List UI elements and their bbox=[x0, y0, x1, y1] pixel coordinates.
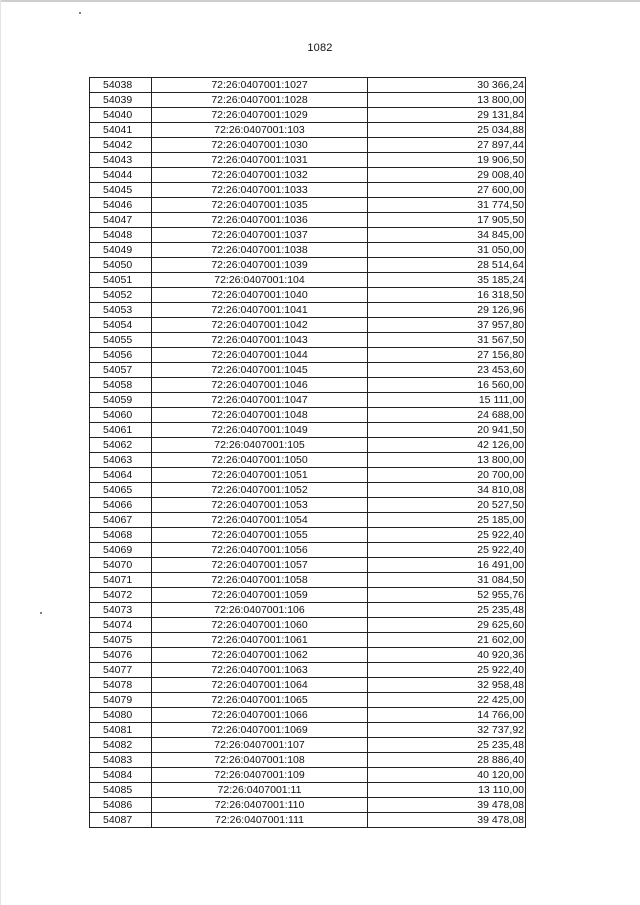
row-number: 54055 bbox=[90, 333, 152, 348]
cadastral-number: 72:26:0407001:1040 bbox=[152, 288, 368, 303]
amount: 25 235,48 bbox=[368, 603, 526, 618]
amount: 42 126,00 bbox=[368, 438, 526, 453]
row-number: 54051 bbox=[90, 273, 152, 288]
row-number: 54071 bbox=[90, 573, 152, 588]
cadastral-number: 72:26:0407001:11 bbox=[152, 783, 368, 798]
table-row bbox=[90, 528, 526, 543]
table-row bbox=[90, 333, 526, 348]
row-number: 54048 bbox=[90, 228, 152, 243]
row-number: 54056 bbox=[90, 348, 152, 363]
row-number: 54045 bbox=[90, 183, 152, 198]
cadastral-number: 72:26:0407001:1042 bbox=[152, 318, 368, 333]
row-number: 54077 bbox=[90, 663, 152, 678]
amount: 27 897,44 bbox=[368, 138, 526, 153]
table-row bbox=[90, 813, 526, 828]
cadastral-number: 72:26:0407001:103 bbox=[152, 123, 368, 138]
cadastral-number: 72:26:0407001:1052 bbox=[152, 483, 368, 498]
scan-speck bbox=[40, 612, 42, 614]
row-number: 54061 bbox=[90, 423, 152, 438]
amount: 20 941,50 bbox=[368, 423, 526, 438]
cadastral-number: 72:26:0407001:1036 bbox=[152, 213, 368, 228]
row-number: 54074 bbox=[90, 618, 152, 633]
row-number: 54050 bbox=[90, 258, 152, 273]
amount: 40 120,00 bbox=[368, 768, 526, 783]
row-number: 54044 bbox=[90, 168, 152, 183]
amount: 16 318,50 bbox=[368, 288, 526, 303]
amount: 37 957,80 bbox=[368, 318, 526, 333]
row-number: 54053 bbox=[90, 303, 152, 318]
amount: 25 034,88 bbox=[368, 123, 526, 138]
scan-top-edge bbox=[0, 0, 640, 2]
amount: 29 126,96 bbox=[368, 303, 526, 318]
table-row bbox=[90, 588, 526, 603]
table-row bbox=[90, 753, 526, 768]
table-row bbox=[90, 348, 526, 363]
cadastral-number: 72:26:0407001:1065 bbox=[152, 693, 368, 708]
amount: 29 131,84 bbox=[368, 108, 526, 123]
amount: 34 845,00 bbox=[368, 228, 526, 243]
amount: 29 008,40 bbox=[368, 168, 526, 183]
page-number: 1082 bbox=[307, 42, 333, 54]
row-number: 54060 bbox=[90, 408, 152, 423]
table-row bbox=[90, 708, 526, 723]
amount: 27 156,80 bbox=[368, 348, 526, 363]
amount: 17 905,50 bbox=[368, 213, 526, 228]
cadastral-number: 72:26:0407001:1038 bbox=[152, 243, 368, 258]
cadastral-number: 72:26:0407001:109 bbox=[152, 768, 368, 783]
table-row bbox=[90, 408, 526, 423]
table-row bbox=[90, 618, 526, 633]
amount: 14 766,00 bbox=[368, 708, 526, 723]
cadastral-number: 72:26:0407001:107 bbox=[152, 738, 368, 753]
scan-left-edge bbox=[0, 0, 1, 905]
row-number: 54070 bbox=[90, 558, 152, 573]
row-number: 54085 bbox=[90, 783, 152, 798]
row-number: 54059 bbox=[90, 393, 152, 408]
cadastral-number: 72:26:0407001:1028 bbox=[152, 93, 368, 108]
row-number: 54057 bbox=[90, 363, 152, 378]
amount: 28 514,64 bbox=[368, 258, 526, 273]
row-number: 54084 bbox=[90, 768, 152, 783]
amount: 16 560,00 bbox=[368, 378, 526, 393]
cadastral-number: 72:26:0407001:1054 bbox=[152, 513, 368, 528]
table-row bbox=[90, 573, 526, 588]
amount: 25 922,40 bbox=[368, 663, 526, 678]
table-row bbox=[90, 108, 526, 123]
cadastral-number: 72:26:0407001:1053 bbox=[152, 498, 368, 513]
cadastral-number: 72:26:0407001:1047 bbox=[152, 393, 368, 408]
amount: 30 366,24 bbox=[368, 78, 526, 93]
table-row bbox=[90, 633, 526, 648]
row-number: 54075 bbox=[90, 633, 152, 648]
amount: 25 922,40 bbox=[368, 543, 526, 558]
cadastral-number: 72:26:0407001:1039 bbox=[152, 258, 368, 273]
row-number: 54054 bbox=[90, 318, 152, 333]
scan-speck bbox=[79, 12, 81, 14]
row-number: 54046 bbox=[90, 198, 152, 213]
table-row bbox=[90, 783, 526, 798]
row-number: 54081 bbox=[90, 723, 152, 738]
cadastral-number: 72:26:0407001:110 bbox=[152, 798, 368, 813]
cadastral-number: 72:26:0407001:1066 bbox=[152, 708, 368, 723]
row-number: 54078 bbox=[90, 678, 152, 693]
table-row bbox=[90, 603, 526, 618]
table-row bbox=[90, 543, 526, 558]
amount: 16 491,00 bbox=[368, 558, 526, 573]
amount: 15 111,00 bbox=[368, 393, 526, 408]
row-number: 54082 bbox=[90, 738, 152, 753]
row-number: 54043 bbox=[90, 153, 152, 168]
amount: 40 920,36 bbox=[368, 648, 526, 663]
amount: 31 050,00 bbox=[368, 243, 526, 258]
amount: 35 185,24 bbox=[368, 273, 526, 288]
cadastral-number: 72:26:0407001:1044 bbox=[152, 348, 368, 363]
cadastral-number: 72:26:0407001:1060 bbox=[152, 618, 368, 633]
table-row bbox=[90, 123, 526, 138]
row-number: 54041 bbox=[90, 123, 152, 138]
amount: 29 625,60 bbox=[368, 618, 526, 633]
amount: 31 567,50 bbox=[368, 333, 526, 348]
table-row bbox=[90, 393, 526, 408]
cadastral-number: 72:26:0407001:1029 bbox=[152, 108, 368, 123]
amount: 22 425,00 bbox=[368, 693, 526, 708]
table-row bbox=[90, 468, 526, 483]
amount: 13 110,00 bbox=[368, 783, 526, 798]
cadastral-number: 72:26:0407001:108 bbox=[152, 753, 368, 768]
amount: 21 602,00 bbox=[368, 633, 526, 648]
table-row bbox=[90, 648, 526, 663]
table-row bbox=[90, 273, 526, 288]
land-plot-table bbox=[89, 77, 526, 828]
table-row bbox=[90, 228, 526, 243]
table-row bbox=[90, 213, 526, 228]
amount: 25 235,48 bbox=[368, 738, 526, 753]
cadastral-number: 72:26:0407001:1027 bbox=[152, 78, 368, 93]
table-row bbox=[90, 378, 526, 393]
amount: 25 922,40 bbox=[368, 528, 526, 543]
table-row bbox=[90, 723, 526, 738]
amount: 31 084,50 bbox=[368, 573, 526, 588]
cadastral-number: 72:26:0407001:1031 bbox=[152, 153, 368, 168]
cadastral-number: 72:26:0407001:106 bbox=[152, 603, 368, 618]
cadastral-number: 72:26:0407001:111 bbox=[152, 813, 368, 828]
row-number: 54073 bbox=[90, 603, 152, 618]
row-number: 54072 bbox=[90, 588, 152, 603]
row-number: 54052 bbox=[90, 288, 152, 303]
table-row bbox=[90, 663, 526, 678]
amount: 20 527,50 bbox=[368, 498, 526, 513]
row-number: 54087 bbox=[90, 813, 152, 828]
amount: 28 886,40 bbox=[368, 753, 526, 768]
table-row bbox=[90, 558, 526, 573]
amount: 19 906,50 bbox=[368, 153, 526, 168]
table-row bbox=[90, 93, 526, 108]
row-number: 54042 bbox=[90, 138, 152, 153]
row-number: 54079 bbox=[90, 693, 152, 708]
amount: 32 737,92 bbox=[368, 723, 526, 738]
amount: 25 185,00 bbox=[368, 513, 526, 528]
row-number: 54064 bbox=[90, 468, 152, 483]
row-number: 54047 bbox=[90, 213, 152, 228]
amount: 32 958,48 bbox=[368, 678, 526, 693]
table-row bbox=[90, 258, 526, 273]
table-row bbox=[90, 153, 526, 168]
cadastral-number: 72:26:0407001:1069 bbox=[152, 723, 368, 738]
table-row bbox=[90, 693, 526, 708]
table-row bbox=[90, 303, 526, 318]
cadastral-number: 72:26:0407001:1033 bbox=[152, 183, 368, 198]
table-row bbox=[90, 498, 526, 513]
table-row bbox=[90, 768, 526, 783]
row-number: 54062 bbox=[90, 438, 152, 453]
table-row bbox=[90, 183, 526, 198]
cadastral-number: 72:26:0407001:1056 bbox=[152, 543, 368, 558]
cadastral-number: 72:26:0407001:105 bbox=[152, 438, 368, 453]
table-row bbox=[90, 78, 526, 93]
cadastral-number: 72:26:0407001:1049 bbox=[152, 423, 368, 438]
cadastral-number: 72:26:0407001:1051 bbox=[152, 468, 368, 483]
cadastral-number: 72:26:0407001:1030 bbox=[152, 138, 368, 153]
row-number: 54066 bbox=[90, 498, 152, 513]
row-number: 54086 bbox=[90, 798, 152, 813]
table-row bbox=[90, 453, 526, 468]
amount: 24 688,00 bbox=[368, 408, 526, 423]
table-row bbox=[90, 738, 526, 753]
amount: 20 700,00 bbox=[368, 468, 526, 483]
cadastral-number: 72:26:0407001:1055 bbox=[152, 528, 368, 543]
row-number: 54076 bbox=[90, 648, 152, 663]
row-number: 54068 bbox=[90, 528, 152, 543]
table-row bbox=[90, 483, 526, 498]
cadastral-number: 72:26:0407001:1041 bbox=[152, 303, 368, 318]
table-row bbox=[90, 438, 526, 453]
table-row bbox=[90, 198, 526, 213]
row-number: 54067 bbox=[90, 513, 152, 528]
table-row bbox=[90, 423, 526, 438]
row-number: 54080 bbox=[90, 708, 152, 723]
cadastral-number: 72:26:0407001:1064 bbox=[152, 678, 368, 693]
cadastral-number: 72:26:0407001:1062 bbox=[152, 648, 368, 663]
amount: 39 478,08 bbox=[368, 798, 526, 813]
row-number: 54083 bbox=[90, 753, 152, 768]
table-row bbox=[90, 363, 526, 378]
row-number: 54038 bbox=[90, 78, 152, 93]
row-number: 54040 bbox=[90, 108, 152, 123]
row-number: 54039 bbox=[90, 93, 152, 108]
cadastral-number: 72:26:0407001:1059 bbox=[152, 588, 368, 603]
row-number: 54063 bbox=[90, 453, 152, 468]
cadastral-number: 72:26:0407001:1048 bbox=[152, 408, 368, 423]
amount: 27 600,00 bbox=[368, 183, 526, 198]
row-number: 54049 bbox=[90, 243, 152, 258]
cadastral-number: 72:26:0407001:1032 bbox=[152, 168, 368, 183]
row-number: 54069 bbox=[90, 543, 152, 558]
cadastral-number: 72:26:0407001:1046 bbox=[152, 378, 368, 393]
table-row bbox=[90, 138, 526, 153]
table-row bbox=[90, 678, 526, 693]
amount: 13 800,00 bbox=[368, 93, 526, 108]
cadastral-number: 72:26:0407001:1063 bbox=[152, 663, 368, 678]
row-number: 54065 bbox=[90, 483, 152, 498]
amount: 34 810,08 bbox=[368, 483, 526, 498]
table-row bbox=[90, 168, 526, 183]
cadastral-number: 72:26:0407001:1050 bbox=[152, 453, 368, 468]
table-body bbox=[90, 78, 526, 828]
cadastral-number: 72:26:0407001:1035 bbox=[152, 198, 368, 213]
table-row bbox=[90, 798, 526, 813]
cadastral-number: 72:26:0407001:1043 bbox=[152, 333, 368, 348]
table-row bbox=[90, 243, 526, 258]
table-row bbox=[90, 288, 526, 303]
table-row bbox=[90, 318, 526, 333]
cadastral-number: 72:26:0407001:1058 bbox=[152, 573, 368, 588]
table-row bbox=[90, 513, 526, 528]
cadastral-number: 72:26:0407001:1061 bbox=[152, 633, 368, 648]
amount: 39 478,08 bbox=[368, 813, 526, 828]
amount: 13 800,00 bbox=[368, 453, 526, 468]
amount: 31 774,50 bbox=[368, 198, 526, 213]
cadastral-number: 72:26:0407001:104 bbox=[152, 273, 368, 288]
amount: 52 955,76 bbox=[368, 588, 526, 603]
cadastral-number: 72:26:0407001:1045 bbox=[152, 363, 368, 378]
cadastral-number: 72:26:0407001:1057 bbox=[152, 558, 368, 573]
cadastral-number: 72:26:0407001:1037 bbox=[152, 228, 368, 243]
row-number: 54058 bbox=[90, 378, 152, 393]
amount: 23 453,60 bbox=[368, 363, 526, 378]
